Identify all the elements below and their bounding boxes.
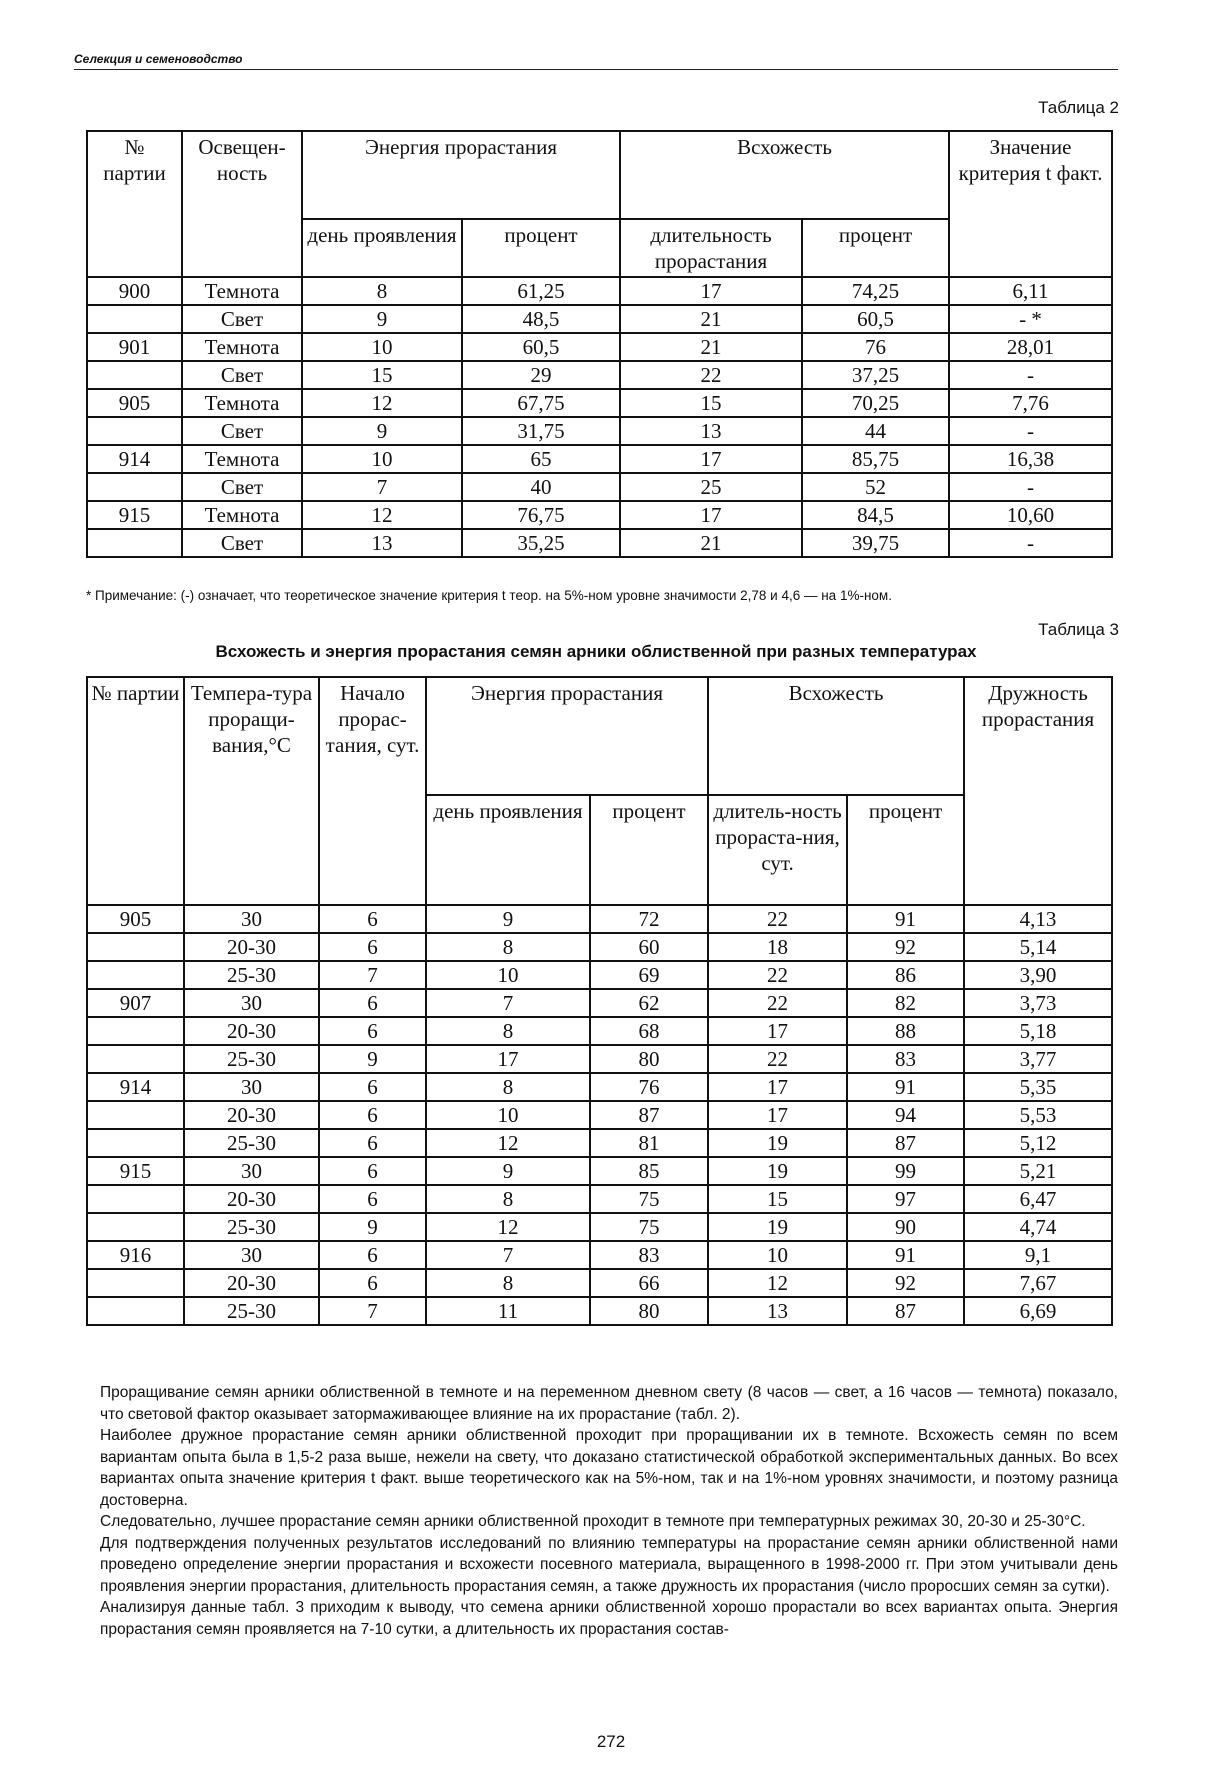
table3-caption: Таблица 3 bbox=[1038, 620, 1119, 639]
t2-header-germ-duration: длительность прорастания bbox=[620, 219, 802, 277]
table-cell: 17 bbox=[708, 1073, 847, 1101]
table-cell: Темнота bbox=[182, 445, 302, 473]
t3-header-energy: Энергия прорастания bbox=[426, 677, 708, 795]
table-cell: 85,75 bbox=[802, 445, 949, 473]
table3 bbox=[86, 676, 1113, 1326]
table-cell: 21 bbox=[620, 305, 802, 333]
table-cell: 9 bbox=[319, 1045, 426, 1073]
table-cell: Темнота bbox=[182, 501, 302, 529]
table-row bbox=[87, 473, 1112, 501]
table-cell: 12 bbox=[426, 1129, 590, 1157]
table-cell bbox=[87, 1017, 184, 1045]
table-cell: 25-30 bbox=[184, 1297, 319, 1325]
table-cell: 88 bbox=[847, 1017, 964, 1045]
table-cell: 20-30 bbox=[184, 1101, 319, 1129]
table-cell: 6 bbox=[319, 1185, 426, 1213]
t3-header-germ-duration: длитель-ность прораста-ния, сут. bbox=[708, 795, 847, 905]
table-row bbox=[87, 1241, 1112, 1269]
table-cell: 48,5 bbox=[462, 305, 620, 333]
table-cell: 3,90 bbox=[964, 961, 1112, 989]
table-cell: 8 bbox=[426, 933, 590, 961]
table-cell: 20-30 bbox=[184, 933, 319, 961]
table-cell bbox=[87, 1185, 184, 1213]
table-cell: 31,75 bbox=[462, 417, 620, 445]
t3-header-energy-pct: процент bbox=[590, 795, 708, 905]
table-cell bbox=[87, 529, 182, 557]
paragraph: Наиболее дружное прорастание семян арники облиственной проходит при проращивании их в темноте. Всхожесть семян по всем вариантам опыта была в 1,5-2 раза выше, нежели на свету, что доказано статистической обработкой экспериментальных данных. Во всех вариантах опыта значение критерия t факт. выше теоретического как на 5%-ном, так и на 1%-ном уровнях значимости, и поэтому разница достоверна. bbox=[100, 1427, 1118, 1509]
table-cell: 20-30 bbox=[184, 1185, 319, 1213]
table-cell: 21 bbox=[620, 333, 802, 361]
table-cell: 8 bbox=[426, 1073, 590, 1101]
table-cell bbox=[87, 961, 184, 989]
table-cell: 22 bbox=[708, 1045, 847, 1073]
table-cell: 84,5 bbox=[802, 501, 949, 529]
table-cell: 15 bbox=[708, 1185, 847, 1213]
table-cell: 65 bbox=[462, 445, 620, 473]
table-cell: 76 bbox=[802, 333, 949, 361]
table-cell: 6,69 bbox=[964, 1297, 1112, 1325]
t2-header-germ-pct: процент bbox=[802, 219, 949, 277]
table-cell: 87 bbox=[847, 1129, 964, 1157]
t3-header-start: Начало прорас-тания, сут. bbox=[319, 677, 426, 905]
table2-note: * Примечание: (-) означает, что теоретическое значение критерия t теор. на 5%-ном уровне значимости 2,78 и 4,6 — на 1%-ном. bbox=[86, 588, 892, 603]
table-cell: Темнота bbox=[182, 389, 302, 417]
table-cell: 6 bbox=[319, 1269, 426, 1297]
table-row bbox=[87, 305, 1112, 333]
table-cell: 907 bbox=[87, 989, 184, 1017]
table-row bbox=[87, 1157, 1112, 1185]
table-cell: 74,25 bbox=[802, 277, 949, 305]
body-text bbox=[100, 1382, 1118, 1640]
table-cell: 52 bbox=[802, 473, 949, 501]
table-cell: 3,73 bbox=[964, 989, 1112, 1017]
table-cell: - * bbox=[949, 305, 1112, 333]
table-row bbox=[87, 961, 1112, 989]
table-cell: 5,21 bbox=[964, 1157, 1112, 1185]
table-cell: 13 bbox=[302, 529, 462, 557]
t3-header-temperature: Темпера-тура проращи-вания,°С bbox=[184, 677, 319, 905]
table-cell: 20-30 bbox=[184, 1269, 319, 1297]
table-cell: 40 bbox=[462, 473, 620, 501]
table-cell bbox=[87, 473, 182, 501]
table-cell: 5,18 bbox=[964, 1017, 1112, 1045]
table-cell: 35,25 bbox=[462, 529, 620, 557]
paragraph: Проращивание семян арники облиственной в темноте и на переменном дневном свету (8 часов — свет, а 16 часов — темнота) показало, что световой фактор оказывает затормаживающее влияние на их прорастание (табл. 2). bbox=[100, 1384, 1118, 1423]
table-row bbox=[87, 933, 1112, 961]
table-cell: 914 bbox=[87, 1073, 184, 1101]
table-row bbox=[87, 1269, 1112, 1297]
t3-header-party: № партии bbox=[87, 677, 184, 905]
table-cell: 21 bbox=[620, 529, 802, 557]
table-cell: 80 bbox=[590, 1045, 708, 1073]
table-cell: 94 bbox=[847, 1101, 964, 1129]
table-cell: - bbox=[949, 529, 1112, 557]
table-cell: 62 bbox=[590, 989, 708, 1017]
table-row bbox=[87, 1185, 1112, 1213]
table-cell: 30 bbox=[184, 1157, 319, 1185]
table-cell: 6 bbox=[319, 989, 426, 1017]
table-row bbox=[87, 905, 1112, 933]
table-cell: 7 bbox=[319, 961, 426, 989]
table-cell: Свет bbox=[182, 529, 302, 557]
table-cell: Свет bbox=[182, 417, 302, 445]
t2-header-energy-day: день проявления bbox=[302, 219, 462, 277]
table-row bbox=[87, 1073, 1112, 1101]
table-row bbox=[87, 277, 1112, 305]
table-cell: 10 bbox=[708, 1241, 847, 1269]
table-cell: 13 bbox=[620, 417, 802, 445]
table-cell: 6 bbox=[319, 1073, 426, 1101]
table-cell: 4,13 bbox=[964, 905, 1112, 933]
table-cell: 30 bbox=[184, 905, 319, 933]
table-cell: - bbox=[949, 361, 1112, 389]
table-cell: 92 bbox=[847, 933, 964, 961]
table-cell: 9 bbox=[426, 905, 590, 933]
table-cell: 12 bbox=[302, 501, 462, 529]
table-cell: 6 bbox=[319, 1241, 426, 1269]
table-cell: 10,60 bbox=[949, 501, 1112, 529]
table-cell: 85 bbox=[590, 1157, 708, 1185]
table-cell: 8 bbox=[426, 1185, 590, 1213]
table-cell: 80 bbox=[590, 1297, 708, 1325]
table-cell: 82 bbox=[847, 989, 964, 1017]
table-cell: 91 bbox=[847, 905, 964, 933]
table2 bbox=[86, 130, 1113, 558]
table-cell: 25-30 bbox=[184, 961, 319, 989]
table-cell: 8 bbox=[426, 1017, 590, 1045]
table-cell: 86 bbox=[847, 961, 964, 989]
table-cell: 28,01 bbox=[949, 333, 1112, 361]
t3-header-germination: Всхожесть bbox=[708, 677, 964, 795]
table-cell: 6 bbox=[319, 1129, 426, 1157]
table-cell: Свет bbox=[182, 361, 302, 389]
table-cell: 19 bbox=[708, 1157, 847, 1185]
table-cell: 9,1 bbox=[964, 1241, 1112, 1269]
table-row bbox=[87, 1129, 1112, 1157]
table-cell: 6 bbox=[319, 933, 426, 961]
table-cell: 22 bbox=[708, 989, 847, 1017]
table-cell: 915 bbox=[87, 501, 182, 529]
table-cell: 22 bbox=[620, 361, 802, 389]
table-cell: 18 bbox=[708, 933, 847, 961]
t2-header-energy: Энергия прорастания bbox=[302, 131, 620, 219]
table-cell: 22 bbox=[708, 905, 847, 933]
table-cell: 19 bbox=[708, 1129, 847, 1157]
table-cell: - bbox=[949, 473, 1112, 501]
table-cell: Темнота bbox=[182, 277, 302, 305]
table-cell: 7,76 bbox=[949, 389, 1112, 417]
t3-body bbox=[87, 905, 1112, 1325]
table-cell: 916 bbox=[87, 1241, 184, 1269]
table-cell: 60,5 bbox=[462, 333, 620, 361]
t2-header-party: № партии bbox=[87, 131, 182, 277]
table-cell: 30 bbox=[184, 1073, 319, 1101]
table-cell: 6 bbox=[319, 1101, 426, 1129]
table-cell: 6 bbox=[319, 1017, 426, 1045]
table-cell: 37,25 bbox=[802, 361, 949, 389]
table3-title: Всхожесть и энергия прорастания семян арники облиственной при разных температурах bbox=[215, 642, 977, 661]
table-cell: 75 bbox=[590, 1213, 708, 1241]
table-cell: 81 bbox=[590, 1129, 708, 1157]
table-cell: 99 bbox=[847, 1157, 964, 1185]
t3-header-energy-day: день проявления bbox=[426, 795, 590, 905]
paragraph: Следовательно, лучшее прорастание семян арники облиственной проходит в темноте при температурных режимах 30, 20-30 и 25-30°С. bbox=[100, 1513, 1086, 1530]
table-cell: 60 bbox=[590, 933, 708, 961]
table-cell: 19 bbox=[708, 1213, 847, 1241]
table-cell: 29 bbox=[462, 361, 620, 389]
table-row bbox=[87, 389, 1112, 417]
table-cell: 17 bbox=[620, 445, 802, 473]
table-cell: 7 bbox=[319, 1297, 426, 1325]
table-cell: 914 bbox=[87, 445, 182, 473]
table-cell: 25-30 bbox=[184, 1129, 319, 1157]
table-cell: 91 bbox=[847, 1073, 964, 1101]
table-cell: 12 bbox=[426, 1213, 590, 1241]
table-row bbox=[87, 501, 1112, 529]
table-cell: 11 bbox=[426, 1297, 590, 1325]
table-cell: 8 bbox=[302, 277, 462, 305]
table-cell: 87 bbox=[847, 1297, 964, 1325]
table-cell: 90 bbox=[847, 1213, 964, 1241]
table-cell: 30 bbox=[184, 989, 319, 1017]
table-cell: 5,14 bbox=[964, 933, 1112, 961]
table-cell: 6,47 bbox=[964, 1185, 1112, 1213]
table-cell: 22 bbox=[708, 961, 847, 989]
table-row bbox=[87, 1213, 1112, 1241]
table-cell: 17 bbox=[620, 277, 802, 305]
table-cell: 70,25 bbox=[802, 389, 949, 417]
table-row bbox=[87, 1101, 1112, 1129]
table-cell: 10 bbox=[426, 1101, 590, 1129]
table-cell: 61,25 bbox=[462, 277, 620, 305]
table-row bbox=[87, 361, 1112, 389]
table-cell: 17 bbox=[426, 1045, 590, 1073]
t2-header-energy-pct: процент bbox=[462, 219, 620, 277]
table-row bbox=[87, 445, 1112, 473]
table-cell: 6 bbox=[319, 1157, 426, 1185]
table-cell: 87 bbox=[590, 1101, 708, 1129]
t3-header-germ-pct: процент bbox=[847, 795, 964, 905]
table-row bbox=[87, 989, 1112, 1017]
t2-header-light: Освещен-ность bbox=[182, 131, 302, 277]
table-cell: 5,35 bbox=[964, 1073, 1112, 1101]
table-cell: 15 bbox=[302, 361, 462, 389]
table-row bbox=[87, 1297, 1112, 1325]
table-cell: 97 bbox=[847, 1185, 964, 1213]
table-cell: 7 bbox=[302, 473, 462, 501]
table-cell: 15 bbox=[620, 389, 802, 417]
table-cell: 20-30 bbox=[184, 1017, 319, 1045]
paragraph: Анализируя данные табл. 3 приходим к выводу, что семена арники облиственной хорошо прорастали во всех вариантах опыта. Энергия прорастания семян проявляется на 7-10 сутки, а длительность их прорастания состав- bbox=[100, 1599, 1118, 1638]
table-cell: 30 bbox=[184, 1241, 319, 1269]
table-row bbox=[87, 529, 1112, 557]
table-cell: 72 bbox=[590, 905, 708, 933]
running-head: Селекция и семеноводство bbox=[74, 52, 1118, 70]
table-cell: 91 bbox=[847, 1241, 964, 1269]
table-cell: 900 bbox=[87, 277, 182, 305]
table-row bbox=[87, 1017, 1112, 1045]
table-cell: 7 bbox=[426, 1241, 590, 1269]
table-cell: 12 bbox=[302, 389, 462, 417]
table-cell: 83 bbox=[590, 1241, 708, 1269]
table-cell: 10 bbox=[302, 333, 462, 361]
table-row bbox=[87, 417, 1112, 445]
table-cell: 9 bbox=[302, 305, 462, 333]
table-cell: 17 bbox=[620, 501, 802, 529]
t2-body bbox=[87, 277, 1112, 557]
table-cell: 9 bbox=[302, 417, 462, 445]
table-cell: 12 bbox=[708, 1269, 847, 1297]
table-cell: 4,74 bbox=[964, 1213, 1112, 1241]
table-cell: 10 bbox=[302, 445, 462, 473]
table-cell: 60,5 bbox=[802, 305, 949, 333]
table-row bbox=[87, 333, 1112, 361]
page-number: 272 bbox=[596, 1732, 626, 1751]
table-cell: Темнота bbox=[182, 333, 302, 361]
table-cell: 9 bbox=[319, 1213, 426, 1241]
table-cell: 92 bbox=[847, 1269, 964, 1297]
table-cell: 17 bbox=[708, 1101, 847, 1129]
table-cell: 5,12 bbox=[964, 1129, 1112, 1157]
table-cell bbox=[87, 417, 182, 445]
table-cell: 17 bbox=[708, 1017, 847, 1045]
table-cell bbox=[87, 1269, 184, 1297]
table-cell bbox=[87, 1129, 184, 1157]
table-cell bbox=[87, 1101, 184, 1129]
table-cell: 7 bbox=[426, 989, 590, 1017]
table-cell bbox=[87, 1045, 184, 1073]
paragraph: Для подтверждения полученных результатов исследований по влиянию температуры на прорастание семян арники облиственной нами проведено определение энергии прорастания и всхожести посевного материала, выращенного в 1998-2000 гг. При этом учитывали день проявления энергии прорастания, длительность прорастания семян, а также дружность их прорастания (число проросших семян за сутки). bbox=[100, 1534, 1118, 1595]
table-cell: 76,75 bbox=[462, 501, 620, 529]
table-cell: 25-30 bbox=[184, 1213, 319, 1241]
table-cell: 16,38 bbox=[949, 445, 1112, 473]
table2-caption: Таблица 2 bbox=[1038, 98, 1119, 117]
table-cell bbox=[87, 1213, 184, 1241]
table-cell: 905 bbox=[87, 905, 184, 933]
table-cell: Свет bbox=[182, 473, 302, 501]
table-cell: 83 bbox=[847, 1045, 964, 1073]
table-cell: 6 bbox=[319, 905, 426, 933]
table-cell: - bbox=[949, 417, 1112, 445]
table-cell: 9 bbox=[426, 1157, 590, 1185]
table-cell: 25 bbox=[620, 473, 802, 501]
table-cell: 901 bbox=[87, 333, 182, 361]
table-cell: 75 bbox=[590, 1185, 708, 1213]
table-cell: 76 bbox=[590, 1073, 708, 1101]
table-row bbox=[87, 1045, 1112, 1073]
table-cell: 8 bbox=[426, 1269, 590, 1297]
table-cell: 67,75 bbox=[462, 389, 620, 417]
table-cell bbox=[87, 361, 182, 389]
table-cell: 3,77 bbox=[964, 1045, 1112, 1073]
table-cell: 39,75 bbox=[802, 529, 949, 557]
table-cell bbox=[87, 305, 182, 333]
table-cell: 6,11 bbox=[949, 277, 1112, 305]
table-cell: 10 bbox=[426, 961, 590, 989]
table-cell: 66 bbox=[590, 1269, 708, 1297]
table-cell bbox=[87, 933, 184, 961]
table-cell: 69 bbox=[590, 961, 708, 989]
table-cell: 13 bbox=[708, 1297, 847, 1325]
table-cell: 5,53 bbox=[964, 1101, 1112, 1129]
t2-header-germination: Всхожесть bbox=[620, 131, 949, 219]
table-cell bbox=[87, 1297, 184, 1325]
table-cell: 44 bbox=[802, 417, 949, 445]
table-cell: 905 bbox=[87, 389, 182, 417]
table-cell: 7,67 bbox=[964, 1269, 1112, 1297]
table-cell: Свет bbox=[182, 305, 302, 333]
t2-header-criterion: Значение критерия t факт. bbox=[949, 131, 1112, 277]
table-cell: 25-30 bbox=[184, 1045, 319, 1073]
t3-header-friendliness: Дружность прорастания bbox=[964, 677, 1112, 905]
table-cell: 68 bbox=[590, 1017, 708, 1045]
table-cell: 915 bbox=[87, 1157, 184, 1185]
